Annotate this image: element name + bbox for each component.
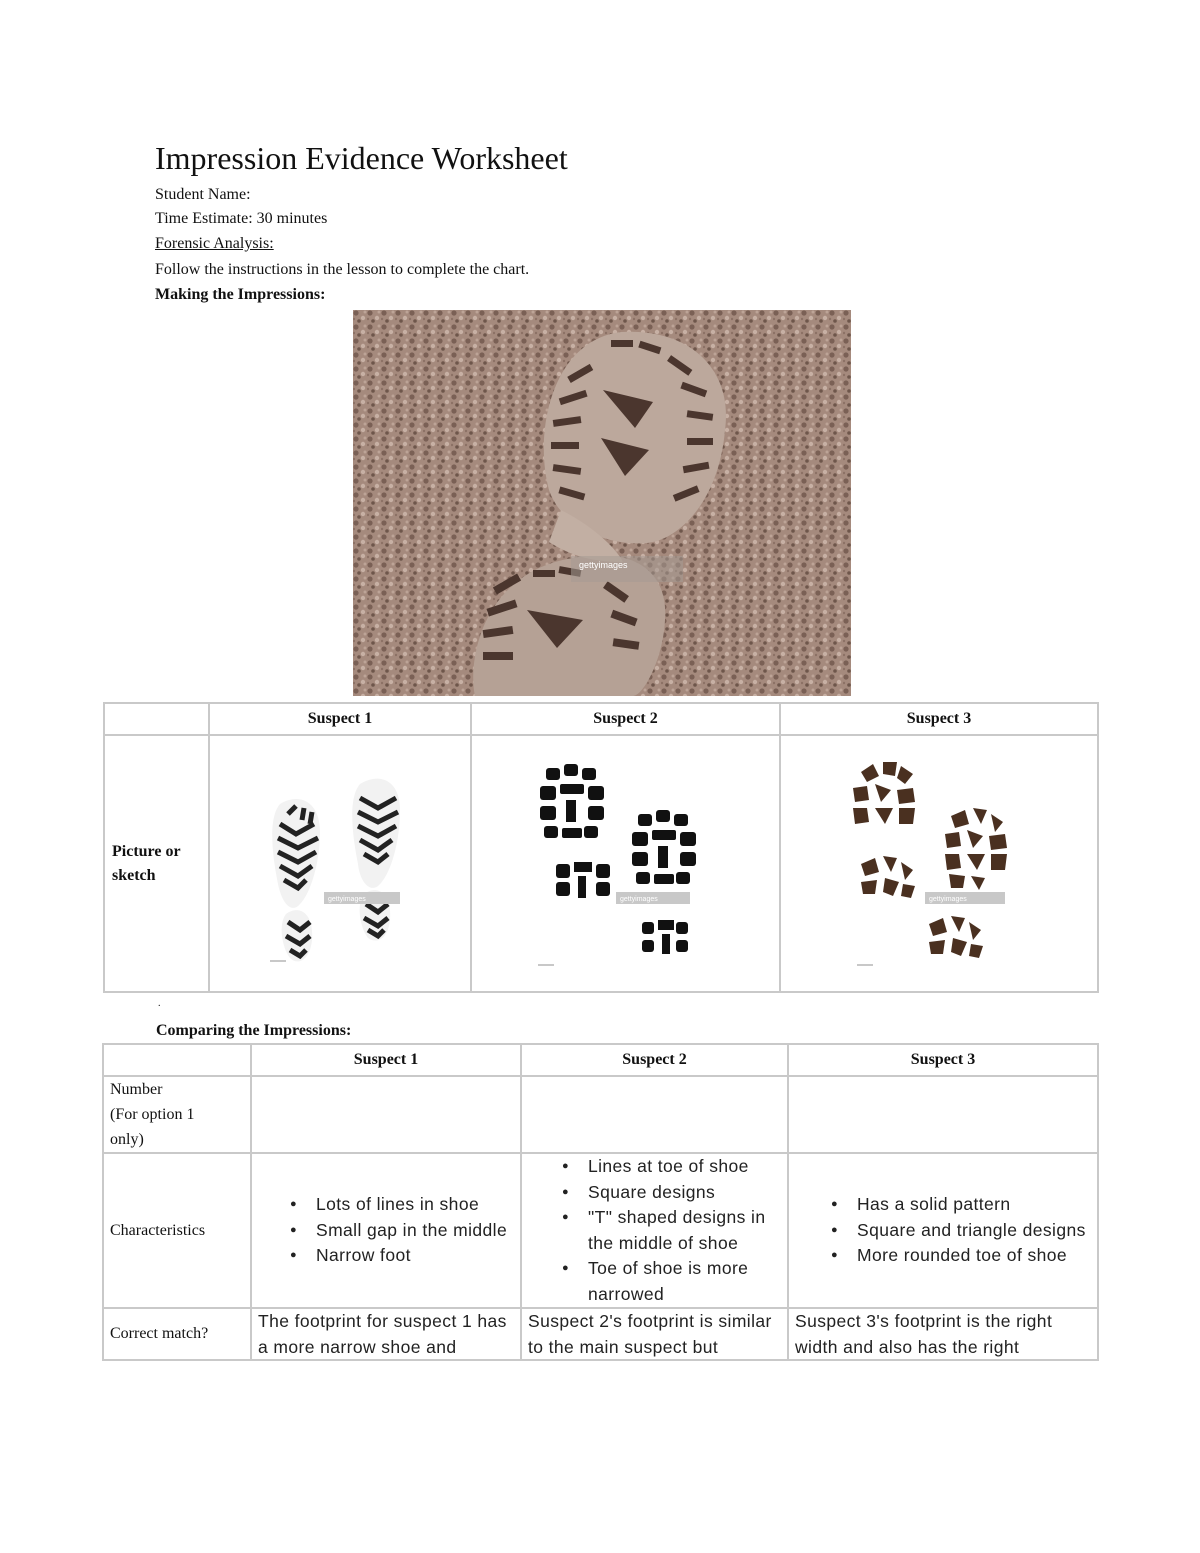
list-item: ● Lines at toe of shoe [562,1154,783,1180]
suspect-1-picture-cell [209,735,471,992]
suspect-3-picture-cell [780,735,1098,992]
table1-header-suspect-1: Suspect 1 [209,703,471,735]
stray-dot: . [158,998,161,1009]
instructions-text: Follow the instructions in the lesson to complete the chart. [155,261,530,278]
table2-header-suspect-2: Suspect 2 [521,1044,788,1076]
number-suspect-3-cell[interactable] [788,1076,1098,1153]
picture-or-sketch-label: Picture or sketch [104,735,209,992]
list-item: ● Square designs [562,1180,783,1206]
table2-header-suspect-1: Suspect 1 [251,1044,521,1076]
list-item: ● Has a solid pattern [831,1192,1093,1218]
watermark-text: gettyimages [328,895,366,903]
watermark-text: gettyimages [619,895,658,903]
table2-corner-cell [103,1044,251,1076]
table1-header-suspect-2: Suspect 2 [471,703,780,735]
watermark-text: gettyimages [579,560,628,570]
characteristics-label: Characteristics [103,1153,251,1308]
making-impressions-heading: Making the Impressions: [155,286,326,303]
correct-match-label: Correct match? [103,1308,251,1360]
student-name-label: Student Name: [155,186,251,203]
number-suspect-1-cell[interactable] [251,1076,521,1153]
suspect-pictures-table [103,702,1099,993]
table1-corner-cell [104,703,209,735]
watermark-text: gettyimages [929,895,967,903]
number-suspect-2-cell[interactable] [521,1076,788,1153]
list-item: ● Toe of shoe is more narrowed [562,1256,783,1307]
suspect-1-shoe-print-image [240,754,440,974]
suspect-3-shoe-print-image [839,754,1039,974]
characteristics-suspect-3-list [789,1192,1093,1269]
table1-header-suspect-3: Suspect 3 [780,703,1098,735]
characteristics-suspect-1-cell [251,1153,521,1308]
list-item: ● "T" shaped designs in the middle of shoe [562,1205,783,1256]
characteristics-suspect-2-list [522,1154,783,1307]
characteristics-suspect-2-cell [521,1153,788,1308]
table2-header-suspect-3: Suspect 3 [788,1044,1098,1076]
correct-match-suspect-3-cell: Suspect 3's footprint is the right width and also has the right [788,1308,1098,1360]
list-item: ● Narrow foot [290,1243,512,1269]
list-item: ● Lots of lines in shoe [290,1192,512,1218]
characteristics-suspect-1-list [252,1192,512,1269]
list-item: ● Small gap in the middle [290,1218,512,1244]
list-item: ● Square and triangle designs [831,1218,1093,1244]
sand-boot-print-image [353,310,851,696]
list-item: ● More rounded toe of shoe [831,1243,1093,1269]
page-title: Impression Evidence Worksheet [155,140,568,176]
time-estimate: Time Estimate: 30 minutes [155,210,328,227]
number-label: Number (For option 1 only) [103,1076,251,1153]
comparing-impressions-heading: Comparing the Impressions: [156,1022,352,1039]
forensic-analysis-heading: Forensic Analysis: [155,235,274,252]
characteristics-suspect-3-cell [788,1153,1098,1308]
suspect-2-picture-cell [471,735,780,992]
correct-match-suspect-1-cell: The footprint for suspect 1 has a more narrow shoe and [251,1308,521,1360]
comparison-table [102,1043,1099,1361]
suspect-2-shoe-print-image [526,754,726,974]
correct-match-suspect-2-cell: Suspect 2's footprint is similar to the main suspect but [521,1308,788,1360]
